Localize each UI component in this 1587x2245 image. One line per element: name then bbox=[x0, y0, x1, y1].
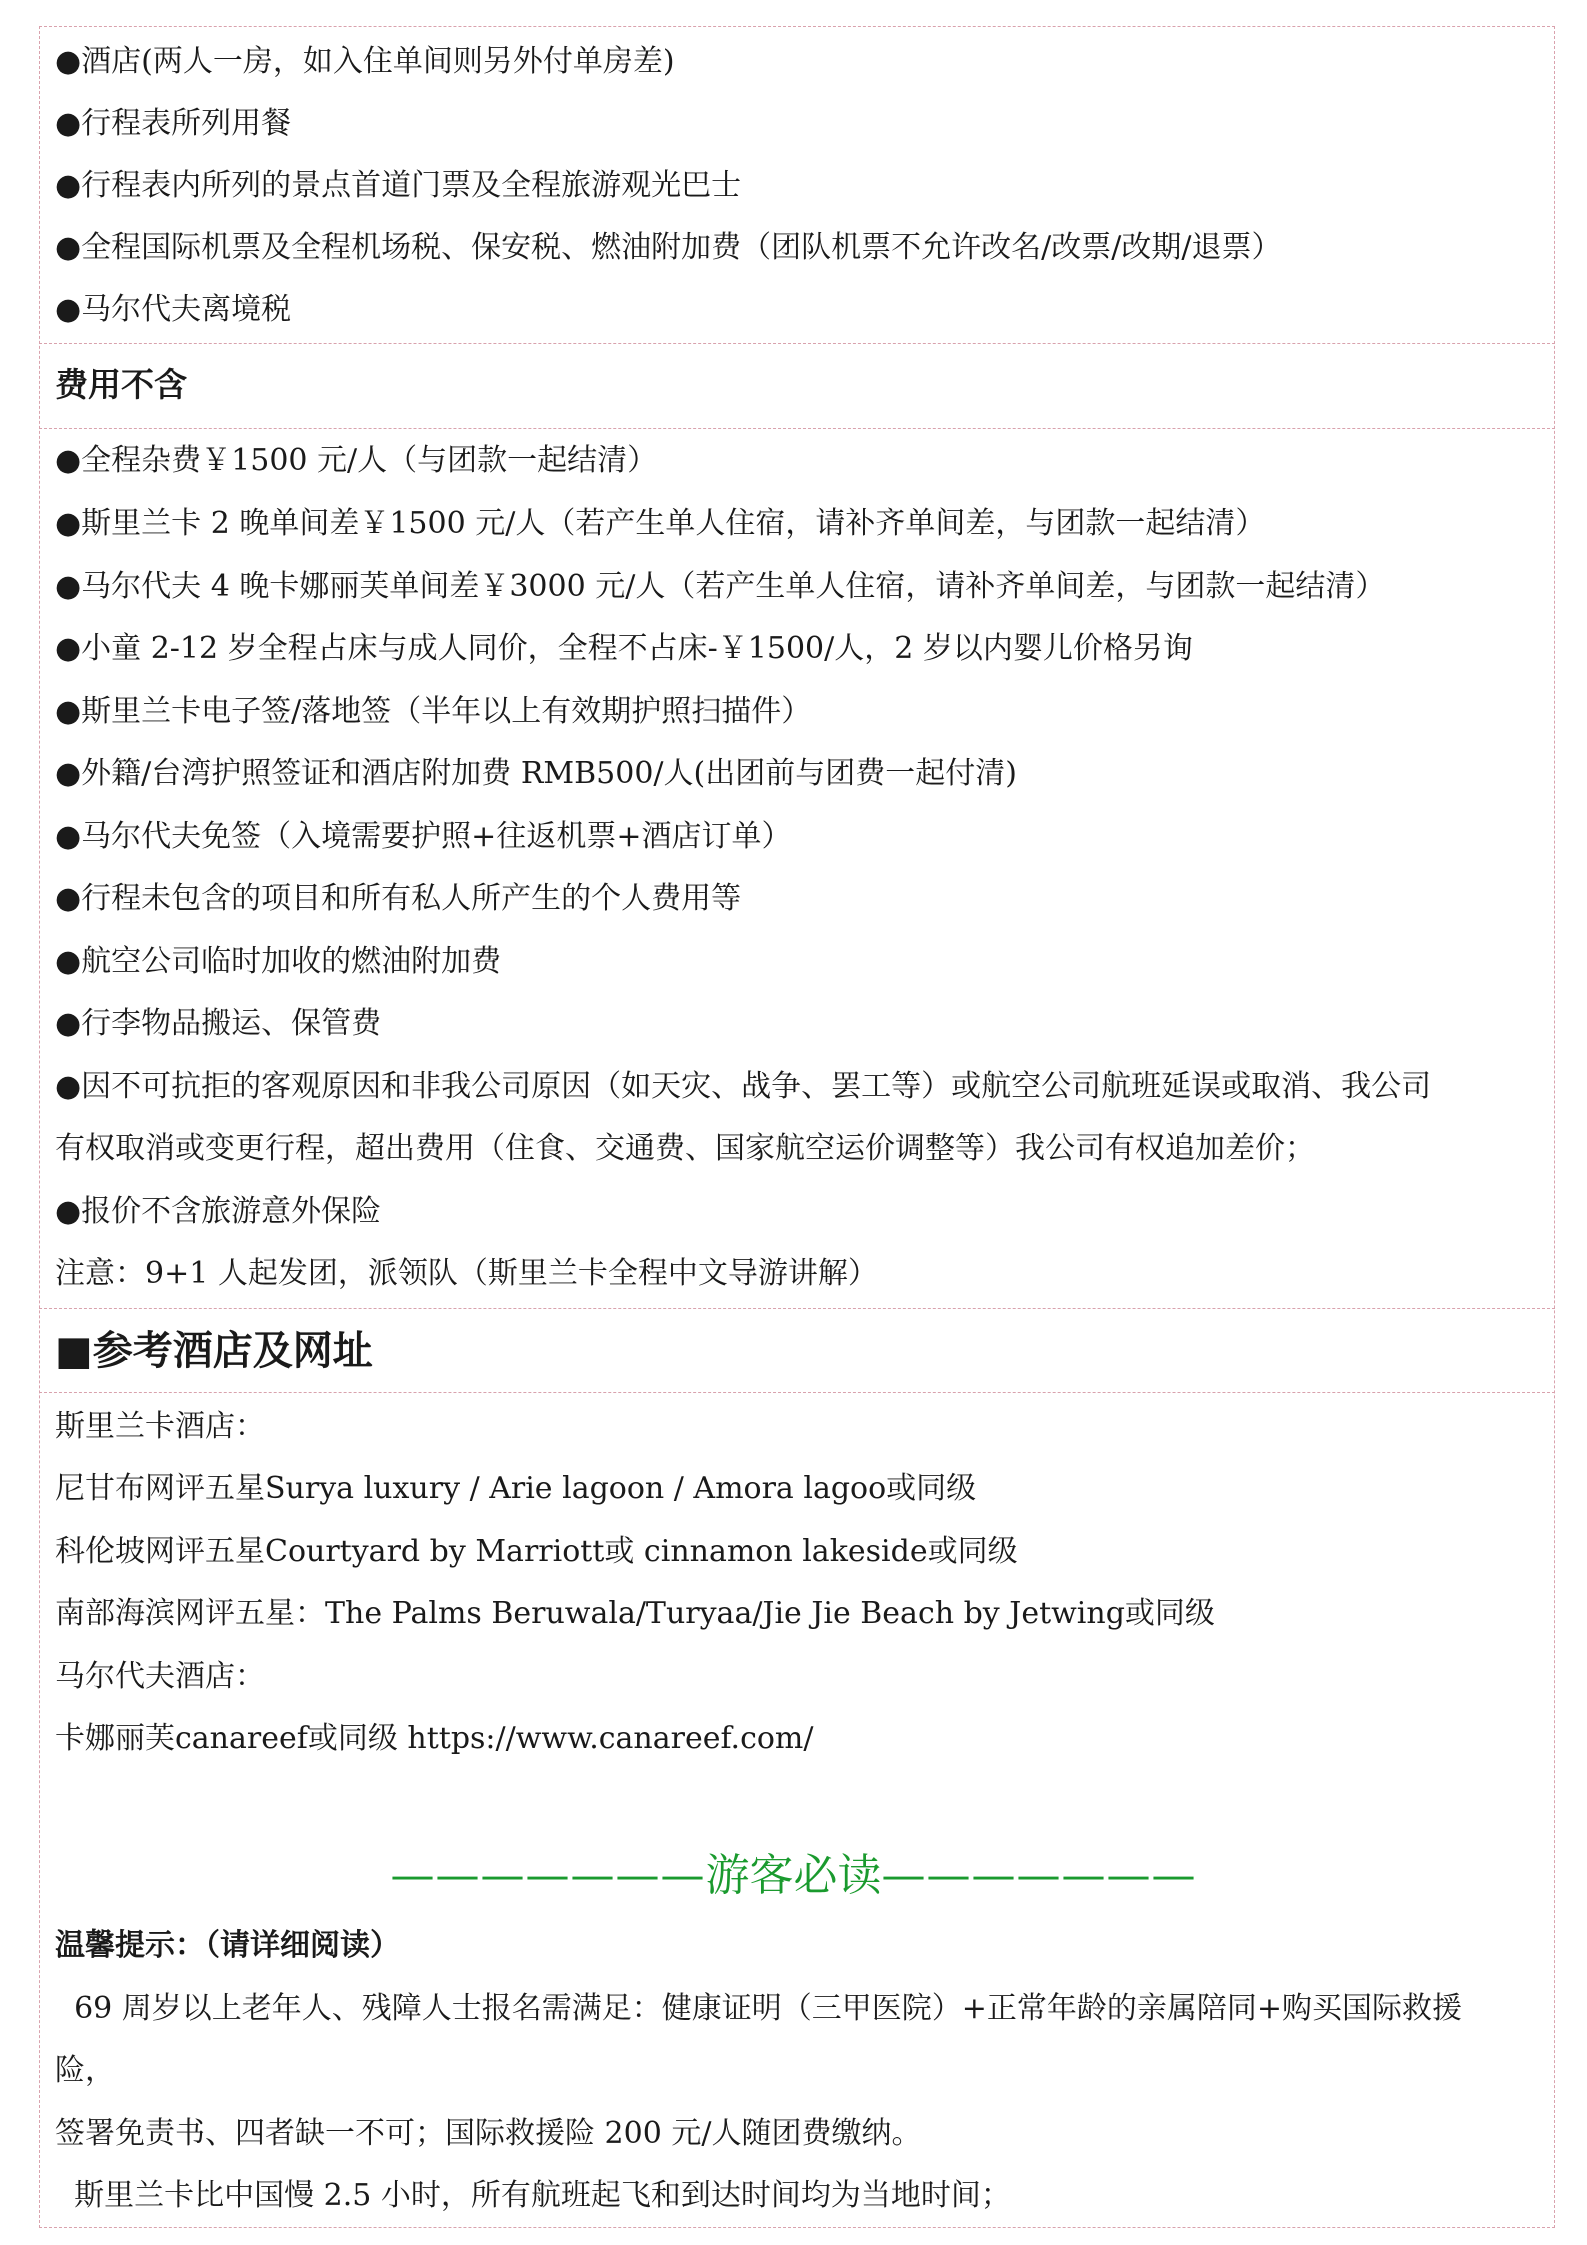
excluded-item: ●因不可抗拒的客观原因和非我公司原因（如天灾、战争、罢工等）或航空公司航班延误或取消、我公司 bbox=[55, 1069, 1432, 1104]
excluded-item: ●小童 2-12 岁全程占床与成人同价，全程不占床-￥1500/人，2 岁以内婴儿价格另询 bbox=[55, 631, 1193, 666]
section-divider bbox=[39, 343, 1555, 344]
notice-line: 签署免责书、四者缺一不可；国际救援险 200 元/人随团费缴纳。 bbox=[55, 2116, 922, 2151]
title-dash-left: ——————— bbox=[390, 1850, 706, 1901]
notice-title bbox=[0, 1848, 1587, 1904]
hotel-line: 斯里兰卡酒店： bbox=[55, 1409, 265, 1444]
notice-line: 斯里兰卡比中国慢 2.5 小时，所有航班起飞和到达时间均为当地时间； bbox=[55, 2178, 1011, 2213]
notice-title-text: 游客必读 bbox=[705, 1850, 882, 1901]
hotel-line: 南部海滨网评五星：The Palms Beruwala/Turyaa/Jie Jie Beach by Jetwing或同级 bbox=[55, 1596, 1215, 1631]
hotel-line: 尼甘布网评五星Surya luxury / Arie lagoon / Amora lagoo或同级 bbox=[55, 1471, 977, 1506]
hotel-line: 科伦坡网评五星Courtyard by Marriott或 cinnamon lakeside或同级 bbox=[55, 1534, 1018, 1569]
title-dash-right: ——————— bbox=[881, 1850, 1197, 1901]
notice-line: 险， bbox=[55, 2053, 115, 2088]
excluded-item: ●斯里兰卡电子签/落地签（半年以上有效期护照扫描件） bbox=[55, 694, 812, 729]
excluded-item: 有权取消或变更行程，超出费用（住食、交通费、国家航空运价调整等）我公司有权追加差价； bbox=[55, 1131, 1315, 1166]
excluded-item: ●航空公司临时加收的燃油附加费 bbox=[55, 944, 502, 979]
tip-heading: 温馨提示：（请详细阅读） bbox=[55, 1928, 400, 1963]
excluded-item: ●报价不含旅游意外保险 bbox=[55, 1194, 382, 1229]
section-divider bbox=[39, 1308, 1555, 1309]
excluded-item: ●斯里兰卡 2 晚单间差￥1500 元/人（若产生单人住宿，请补齐单间差，与团款一起结清） bbox=[55, 506, 1266, 541]
section-divider bbox=[39, 428, 1555, 429]
included-item: ●行程表内所列的景点首道门票及全程旅游观光巴士 bbox=[55, 168, 742, 203]
included-item: ●酒店(两人一房，如入住单间则另外付单房差) bbox=[55, 44, 675, 79]
excluded-item: ●马尔代夫免签（入境需要护照+往返机票+酒店订单） bbox=[55, 819, 792, 854]
group-note: 注意：9+1 人起发团，派领队（斯里兰卡全程中文导游讲解） bbox=[55, 1256, 878, 1291]
included-item: ●行程表所列用餐 bbox=[55, 106, 292, 141]
hotels-heading: ■参考酒店及网址 bbox=[55, 1327, 373, 1374]
excluded-item: ●行李物品搬运、保管费 bbox=[55, 1006, 382, 1041]
excluded-item: ●行程未包含的项目和所有私人所产生的个人费用等 bbox=[55, 881, 742, 916]
excluded-heading: 费用不含 bbox=[55, 365, 187, 404]
hotel-line: 马尔代夫酒店： bbox=[55, 1659, 265, 1694]
hotel-website-line: 卡娜丽芙canareef或同级 https://www.canareef.com/ bbox=[55, 1721, 814, 1756]
excluded-item: ●外籍/台湾护照签证和酒店附加费 RMB500/人(出团前与团费一起付清) bbox=[55, 756, 1017, 791]
excluded-item: ●马尔代夫 4 晚卡娜丽芙单间差￥3000 元/人（若产生单人住宿，请补齐单间差，与团款一起结清） bbox=[55, 569, 1386, 604]
excluded-item: ●全程杂费￥1500 元/人（与团款一起结清） bbox=[55, 443, 658, 478]
included-item: ●马尔代夫离境税 bbox=[55, 292, 292, 327]
included-item: ●全程国际机票及全程机场税、保安税、燃油附加费（团队机票不允许改名/改票/改期/退票） bbox=[55, 230, 1282, 265]
notice-line: 69 周岁以上老年人、残障人士报名需满足：健康证明（三甲医院）+正常年龄的亲属陪同+购买国际救援 bbox=[55, 1991, 1463, 2026]
section-divider bbox=[39, 1392, 1555, 1393]
